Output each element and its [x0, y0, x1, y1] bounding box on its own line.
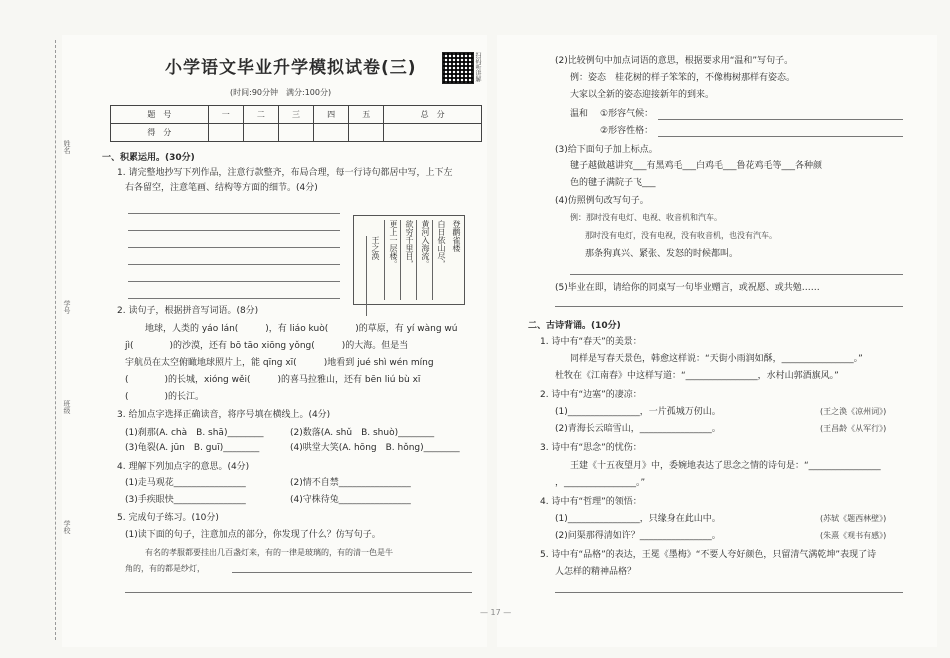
score-head-6: 总 分	[384, 106, 482, 124]
poem-col: 黄河入海流。	[416, 220, 430, 300]
q5-instruction: (1)读下面的句子，注意加点的部分，你发现了什么？仿写句子。	[125, 530, 381, 540]
answer-line[interactable]	[128, 213, 340, 214]
r-q4-heading: (4)仿照例句改写句子。	[555, 196, 649, 206]
p1-line-a: 同样是写春天景色，韩愈这样说：“天街小雨润如酥，________________。”	[570, 354, 863, 364]
p2-line-a: (1)________________，一片孤城万仞山。	[555, 407, 721, 417]
poem-card	[353, 215, 465, 305]
exam-meta: (时间:90分钟 满分:100分)	[230, 88, 332, 97]
answer-line[interactable]	[570, 274, 903, 275]
answer-line[interactable]	[128, 230, 340, 231]
q5-example-a: 有名的孝服都要挂出几百盏灯来，有的一律是玻璃的，有的清一色是牛	[145, 548, 393, 557]
score-cell[interactable]	[208, 124, 243, 142]
q2-line-c: 宇航员在太空俯瞰地球照片上，能 qīng xī( )地看到 jué shì wén míng	[125, 358, 434, 368]
q2-heading: 2. 读句子，根据拼音写词语。(8分)	[117, 306, 259, 316]
answer-line[interactable]	[128, 247, 340, 248]
answer-line[interactable]	[128, 281, 340, 282]
score-cell[interactable]	[278, 124, 313, 142]
r-punctuation-b: 色的毽子满院子飞___	[570, 178, 656, 188]
q5-example-b: 角的，有的都是纱灯，	[125, 564, 205, 573]
r-example-2: 大家以全新的姿态迎接新年的到来。	[570, 90, 715, 100]
q2-line-d: ( )的长城，xióng wěi( )的喜马拉雅山，还有 bēn liú bù xī	[125, 375, 421, 385]
page-title: 小学语文毕业升学模拟试卷(三)	[165, 58, 417, 78]
gutter-class: 班级	[63, 400, 71, 414]
q3-item-4: (4)哄堂大笑(A. hōng B. hǒng)________	[290, 443, 460, 453]
p3-line-a: 王建《十五夜望月》中，委婉地表达了思念之情的诗句是：“________________	[570, 461, 881, 471]
r-wenhe-climate: ①形容气候：	[600, 109, 654, 119]
r-q5-heading: (5)毕业在即，请给你的同桌写一句毕业赠言，或祝愿、或共勉……	[555, 283, 820, 293]
section-2-heading: 二、古诗背诵。(10分)	[528, 321, 621, 331]
score-cell[interactable]	[243, 124, 278, 142]
page-number: — 17 —	[480, 608, 512, 617]
q2-line-b: jì( )的沙漠，还有 bō tāo xiōng yǒng( )的大海。但是当	[125, 341, 409, 351]
score-head-1: 一	[208, 106, 243, 124]
q1-text-b: 右各留空，注意笔画、结构等方面的细节。(4分)	[125, 183, 318, 193]
p2-source-a: (王之涣《凉州词》)	[820, 407, 887, 416]
q4-item-3: (3)手疾眼快________________	[125, 495, 246, 505]
poem-col: 登鹳雀楼	[452, 220, 461, 252]
r-wenhe-character: ②形容性格：	[600, 126, 654, 136]
score-cell[interactable]	[384, 124, 482, 142]
p4-heading: 4. 诗中有“哲理”的领悟：	[540, 497, 642, 507]
q3-item-1: (1)刹那(A. chà B. shā)________	[125, 428, 264, 438]
p4-source-a: (苏轼《题西林壁》)	[820, 514, 887, 523]
gutter-name: 姓名	[63, 140, 71, 154]
poem-author: 王之涣	[366, 236, 380, 316]
answer-line[interactable]	[658, 119, 903, 120]
p5-line-b: 人怎样的精神品格？	[555, 567, 637, 577]
answer-line[interactable]	[232, 572, 472, 573]
score-head-4: 四	[314, 106, 349, 124]
poem-col: 白日依山尽，	[432, 220, 446, 300]
answer-line[interactable]	[128, 264, 340, 265]
p4-source-b: (朱熹《观书有感》)	[820, 531, 887, 540]
q2-line-a: 地球，人类的 yáo lán( )，有 liáo kuò( )的草原，有 yí wàng wú	[145, 324, 458, 334]
p1-line-b: 杜牧在《江南春》中这样写道：“________________，水村山郭酒旗风。”	[555, 371, 839, 381]
p4-line-a: (1)________________，只缘身在此山中。	[555, 514, 721, 524]
score-row-label: 得 分	[111, 124, 209, 142]
p3-line-b: ，________________。”	[555, 478, 646, 488]
r-wenhe-label: 温和	[570, 109, 589, 119]
qr-label: 扫码听讲解	[474, 52, 481, 82]
q2-line-e: ( )的长江。	[125, 392, 205, 402]
q5-heading: 5. 完成句子练习。(10分)	[117, 513, 219, 523]
score-head-5: 五	[349, 106, 384, 124]
p3-heading: 3. 诗中有“思念”的忧伤：	[540, 443, 642, 453]
section-1-heading: 一、积累运用。(30分)	[102, 153, 195, 163]
gutter-school: 学校	[63, 520, 71, 534]
answer-line[interactable]	[128, 298, 340, 299]
answer-line[interactable]	[555, 592, 903, 593]
p2-line-b: (2)青海长云暗雪山，________________。	[555, 424, 721, 434]
poem-col: 欲穷千里目，	[400, 220, 414, 300]
answer-line[interactable]	[125, 592, 472, 593]
score-head-2: 二	[243, 106, 278, 124]
q1-text-a: 1. 请完整地抄写下列作品，注意行款整齐，布局合理，每一行诗句都居中写，上下左	[117, 168, 453, 178]
binding-gutter	[30, 40, 56, 640]
poem-col: 更上一层楼。	[384, 220, 398, 300]
r-example-1: 例：姿态 桂花树的样子笨笨的，不像梅树那样有姿态。	[570, 73, 796, 83]
score-head-3: 三	[278, 106, 313, 124]
q3-item-3: (3)龟裂(A. jūn B. guī)________	[125, 443, 260, 453]
gutter-number: 学号	[63, 300, 71, 314]
r-rewrite-task: 那条狗真兴、紧张、发怒的时候都叫。	[585, 249, 739, 259]
qr-code-icon	[442, 52, 474, 84]
p2-heading: 2. 诗中有“边塞”的凄凉：	[540, 390, 642, 400]
score-cell[interactable]	[314, 124, 349, 142]
answer-line[interactable]	[658, 136, 903, 137]
q4-heading: 4. 理解下列加点字的意思。(4分)	[117, 462, 250, 472]
q4-item-4: (4)守株待兔________________	[290, 495, 411, 505]
score-head-0: 题 号	[111, 106, 209, 124]
r-punctuation-a: 毽子越做越讲究___有黑鸡毛___白鸡毛___鲁花鸡毛等___各种颜	[570, 161, 823, 171]
p2-source-b: (王昌龄《从军行》)	[820, 424, 887, 433]
q3-heading: 3. 给加点字选择正确读音，将序号填在横线上。(4分)	[117, 410, 331, 420]
q4-item-2: (2)情不自禁________________	[290, 478, 411, 488]
r-q3-heading: (3)给下面句子加上标点。	[555, 145, 658, 155]
r-rewrite-example-a: 例：那时没有电灯、电视、收音机和汽车。	[570, 213, 722, 222]
p1-heading: 1. 诗中有“春天”的美景：	[540, 337, 642, 347]
score-table	[110, 105, 482, 142]
q4-item-1: (1)走马观花________________	[125, 478, 246, 488]
answer-line[interactable]	[555, 306, 903, 307]
r-q2-heading: (2)比较例句中加点词语的意思，根据要求用“温和”写句子。	[555, 56, 794, 66]
p4-line-b: (2)问渠那得清如许？________________。	[555, 531, 721, 541]
p5-heading: 5. 诗中有“品格”的表达，王冕《墨梅》“不要人夸好颜色，只留清气满乾坤”表现了诗	[540, 550, 877, 560]
q3-item-2: (2)数落(A. shǔ B. shuò)________	[290, 428, 435, 438]
r-rewrite-example-b: 那时没有电灯，没有电视，没有收音机，也没有汽车。	[585, 231, 777, 240]
score-cell[interactable]	[349, 124, 384, 142]
